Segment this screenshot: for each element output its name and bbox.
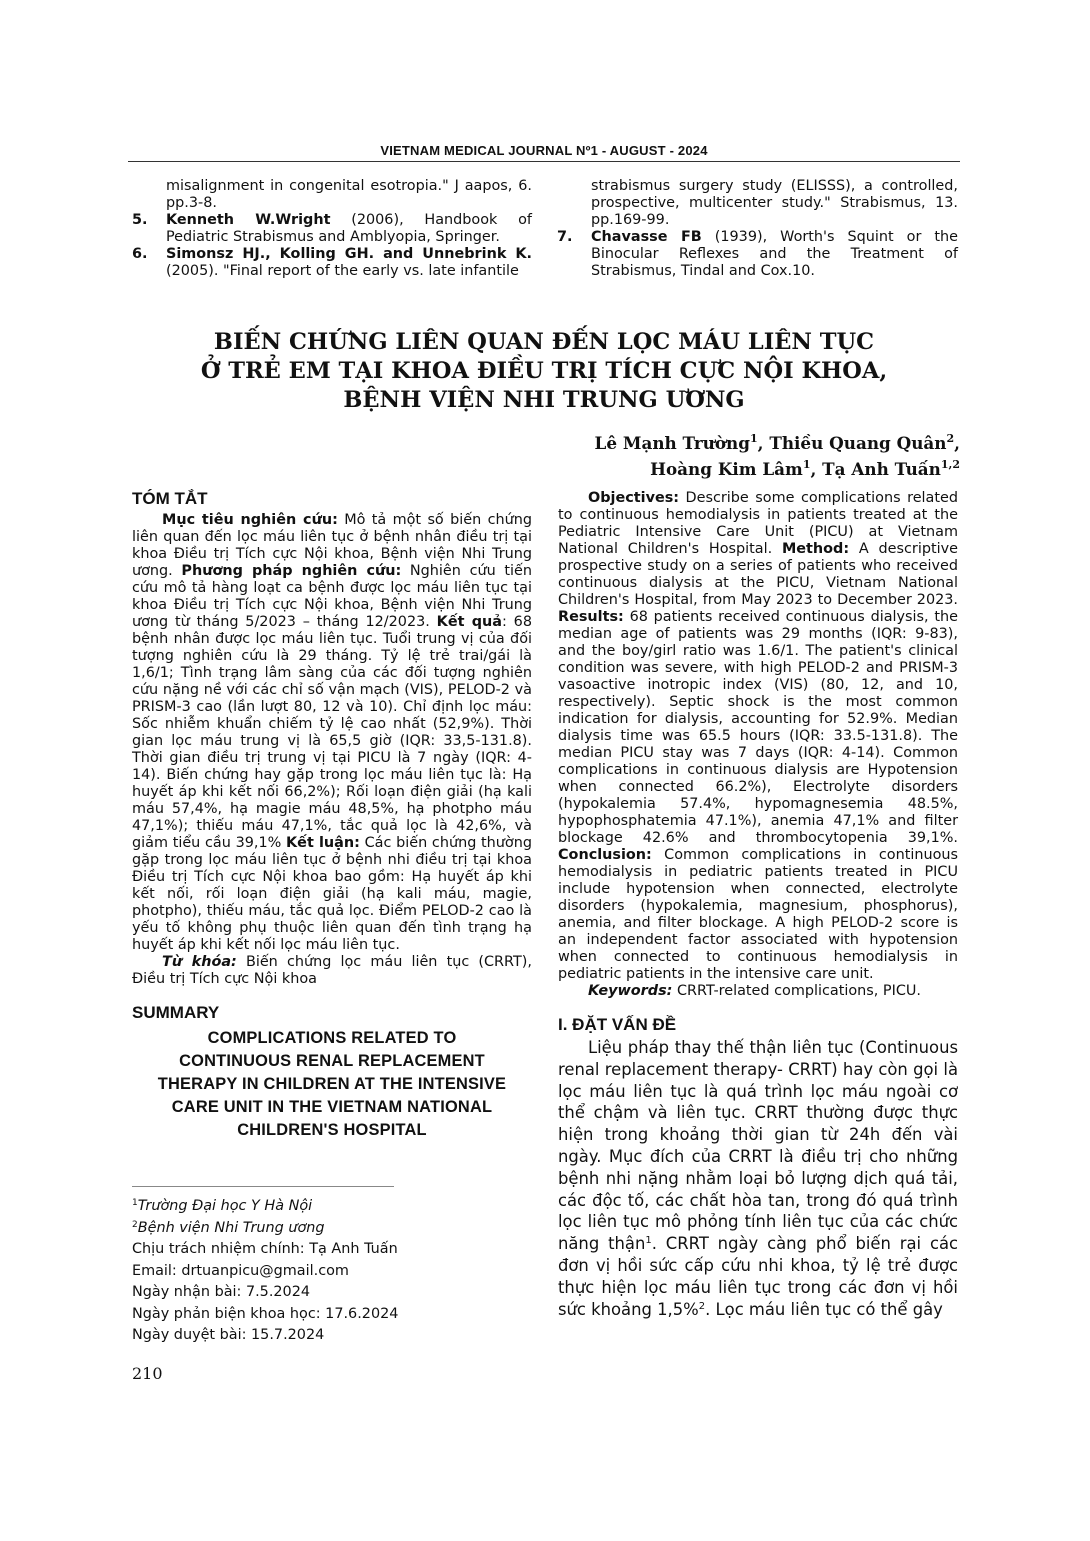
email: Email: drtuanpicu@gmail.com xyxy=(132,1262,349,1279)
citation: 2 xyxy=(698,1300,706,1312)
author-affiliation: 2 xyxy=(946,432,955,445)
reference-text: (2006), Handbook of Pediatric Strabismus and Amblyopia, Springer. xyxy=(166,212,532,245)
reference-text: (1939), Worth's Squint or the Binocular Reflexes and the Treatment of Strabismus, Tindal and Cox.10. xyxy=(591,229,959,279)
abstract-en-body: Objectives: Describe some complications related to continuous hemodialysis in patients treated at the Pediatric Intensive Care Unit (PICU) at Vietnam National Children's Hospital. Method: A descriptive prospective study on a series of patients who received continuous dialysis at the PICU, Vietnam National Children's Hospital, from May 2023 to December 2023. Results: 68 patients received continuous dialysis, the median age of patients was 29 months (IQR: 9-83), and the boy/girl ratio was 1.6/1. The patient's clinical condition was severe, with high PELOD-2 and PRISM-3 vasoactive inotropic index (VIS) (80, 12, and 10, respectively). Septic shock is the most common indication for dialysis, accounting for 52.9%. Median dialysis time was 65.5 hours (IQR: 33.5-131.8). The median PICU stay was 7 days (IQR: 4-14). Common complications in continuous dialysis are Hypotension when connected 66.2%), Electrolyte disorders (hypokalemia 57.4%, hypomagnesemia 48.5%, hypophosphatemia 47.1%), anemia 47,1% and filter blockage 42.6% and thrombocytopenia 39,1%. Conclusion: Common complications in continuous hemodialysis in pediatric patients treated in PICU include hypotension when connected, electrolyte disorders (hypokalemia, magnesium, phosphorus), anemia, and filter blockage. A high PELOD-2 score is an independent factor associated with hypotension when connected to continuous hemodialysis in pediatric patients in the intensive care unit. Keywords: CRRT-related complications, PICU. xyxy=(558,490,958,999)
author-name: Thiều Quang Quân xyxy=(769,433,947,453)
author-name: Tạ Anh Tuấn xyxy=(822,459,941,479)
abstract-en-keywords: Keywords: CRRT-related complications, PICU. xyxy=(588,983,922,999)
reference-item xyxy=(557,229,958,280)
reference-text: misalignment in congenital esotropia." J aapos, 6. pp.3-8. xyxy=(166,178,532,211)
reference-authors: Kenneth W.Wright xyxy=(166,212,331,228)
date-received: Ngày nhận bài: 7.5.2024 xyxy=(132,1284,311,1300)
author-name: Lê Mạnh Trường xyxy=(594,433,750,453)
affiliation-1: $^1$Trường Đại học Y Hà Nội xyxy=(132,1198,313,1214)
reference-authors: Chavasse FB xyxy=(591,229,702,245)
author-affiliation: 1 xyxy=(750,432,758,445)
reference-number: 6. xyxy=(132,246,148,262)
abstract-vi-body: Mục tiêu nghiên cứu: Mô tả một số biến chứng liên quan đến lọc máu liên tục ở bệnh nhân điều trị tại khoa Điều trị Tích cực Nội khoa, Bệnh viện Nhi Trung ương. Phương pháp nghiên cứu: Nghiên cứu tiến cứu mô tả hàng loạt ca bệnh được lọc máu liên tục tại khoa Điều trị Tích cực Nội khoa, Bệnh viện Nhi Trung ương từ tháng 5/2023 – tháng 12/2023. Kết quả: 68 bệnh nhân được lọc máu liên tục. Tuổi trung vị của đối tượng nghiên cứu là 29 tháng. Tỷ lệ trẻ trai/gái là 1,6/1; Tình trạng lâm sàng của các đối tượng nghiên cứu nặng nề với các chỉ số vận mạch (VIS), PELOD-2 và PRISM-3 cao (lần lượt 80, 12 và 10). Chỉ định lọc máu: Sốc nhiễm khuẩn chiếm tỷ lệ cao nhất (52,9%). Thời gian lọc máu trung vị là 65,5 giờ (IQR: 33,5-131.8). Thời gian điều trị trung vị tại PICU là 7 ngày (IQR: 4-14). Biến chứng hay gặp trong lọc máu liên tục là: Hạ huyết áp khi kết nối 66,2%); Rối loạn điện giải (hạ kali máu 57,4%, hạ magie máu 48,5%, hạ photpho máu 47,1%); thiếu máu 47,1%, tắc quả lọc là 42,6%, và giảm tiểu cầu 39,1% Kết luận: Các biến chứng thường gặp trong lọc máu liên tục ở bệnh nhi điều trị tại khoa Điều trị Tích cực Nội khoa bao gồm: Hạ huyết áp khi kết nối, rối loạn điện giải (hạ kali máu, magie, photpho), thiếu máu, tắc quả lọc. Điểm PELOD-2 cao là yếu tố không phụ thuộc liên quan đến tình trạng hạ huyết áp khi kết nối lọc máu liên tục. Từ khóa: Biến chứng lọc máu liên tục (CRRT), Điều trị Tích cực Nội khoa xyxy=(132,512,532,987)
title-line: Ở TRẺ EM TẠI KHOA ĐIỀU TRỊ TÍCH CỰC NỘI KHOA, xyxy=(200,358,888,384)
author-affiliation: 1 xyxy=(802,458,811,471)
abstract-vi-keywords: Từ khóa: Biến chứng lọc máu liên tục (CRRT), Điều trị Tích cực Nội khoa xyxy=(132,954,532,987)
references-left xyxy=(132,178,532,280)
reference-number: 5. xyxy=(132,212,148,228)
left-column xyxy=(132,490,532,1142)
reference-item xyxy=(132,246,532,280)
article-title xyxy=(128,328,960,415)
header-rule xyxy=(128,161,960,162)
reference-item xyxy=(557,178,958,229)
date-accepted: Ngày duyệt bài: 15.7.2024 xyxy=(132,1327,325,1343)
reference-number: 7. xyxy=(557,229,573,245)
summary-heading: SUMMARY xyxy=(132,1003,220,1022)
reference-item xyxy=(132,178,532,212)
right-column xyxy=(558,490,958,1320)
introduction-body: Liệu pháp thay thế thận liên tục (Continuous renal replacement therapy- CRRT) hay còn gọi là lọc máu liên tục là quá trình lọc máu ngoài cơ thể chậm và liên tục. CRRT thường được thực hiện trong khoảng thời gian từ 24h đến vài ngày. Mục đích của CRRT là điều trị cho những bệnh nhi nặng nhằm loại bỏ lượng dịch quá tải, các độc tố, các chất hòa tan, trong đó quá trình lọc liên tục mô phỏng tính liên tục của các chức năng thận$^1$. CRRT ngày càng phổ biến rại các đơn vị hồi sức cấp cứu nhi khoa, tỷ lệ trẻ được thực hiện lọc máu liên tục trong các đơn vị hồi sức khoảng 1,5%$^2$. Lọc máu liên tục có thể gây xyxy=(558,1038,959,1319)
author-list: Lê Mạnh Trường$^1$, Thiều Quang Quân$^2$, Hoàng Kim Lâm$^1$, Tạ Anh Tuấn$^{1,2}$ xyxy=(594,432,960,479)
running-head: VIETNAM MEDICAL JOURNAL Nº1 - AUGUST - 2024 xyxy=(380,143,708,158)
date-reviewed: Ngày phản biện khoa học: 17.6.2024 xyxy=(132,1305,399,1322)
reference-text: strabismus surgery study (ELISSS), a controlled, prospective, multicenter study." Strabismus, 13. pp.169-99. xyxy=(591,178,958,228)
reference-text: (2005). "Final report of the early vs. late infantile xyxy=(166,263,519,279)
corresponding-author: Chịu trách nhiệm chính: Tạ Anh Tuấn xyxy=(132,1241,398,1257)
reference-authors: Simonsz HJ., Kolling GH. and Unnebrink K. xyxy=(166,246,532,262)
citation: 1 xyxy=(645,1235,652,1247)
title-line: BỆNH VIỆN NHI TRUNG ƯƠNG xyxy=(343,387,745,413)
page-number: 210 xyxy=(132,1364,163,1383)
reference-item xyxy=(132,212,532,246)
author-affiliation: 1,2 xyxy=(940,458,960,471)
summary-title: COMPLICATIONS RELATED TO CONTINUOUS RENAL REPLACEMENT THERAPY IN CHILDREN AT THE INTENSIVE CARE UNIT IN THE VIETNAM NATIONAL CHILDREN'S HOSPITAL xyxy=(157,1029,507,1139)
affiliation-2: $^2$Bệnh viện Nhi Trung ương xyxy=(132,1219,325,1236)
footnote-rule xyxy=(132,1186,394,1187)
references-right xyxy=(557,178,958,280)
author-name: Hoàng Kim Lâm xyxy=(650,459,803,479)
abstract-vi-heading: TÓM TẮT xyxy=(132,489,208,508)
title-line: BIẾN CHỨNG LIÊN QUAN ĐẾN LỌC MÁU LIÊN TỤC xyxy=(213,329,875,355)
introduction-heading: I. ĐẶT VẤN ĐỀ xyxy=(558,1015,677,1034)
footnotes xyxy=(132,1196,532,1347)
